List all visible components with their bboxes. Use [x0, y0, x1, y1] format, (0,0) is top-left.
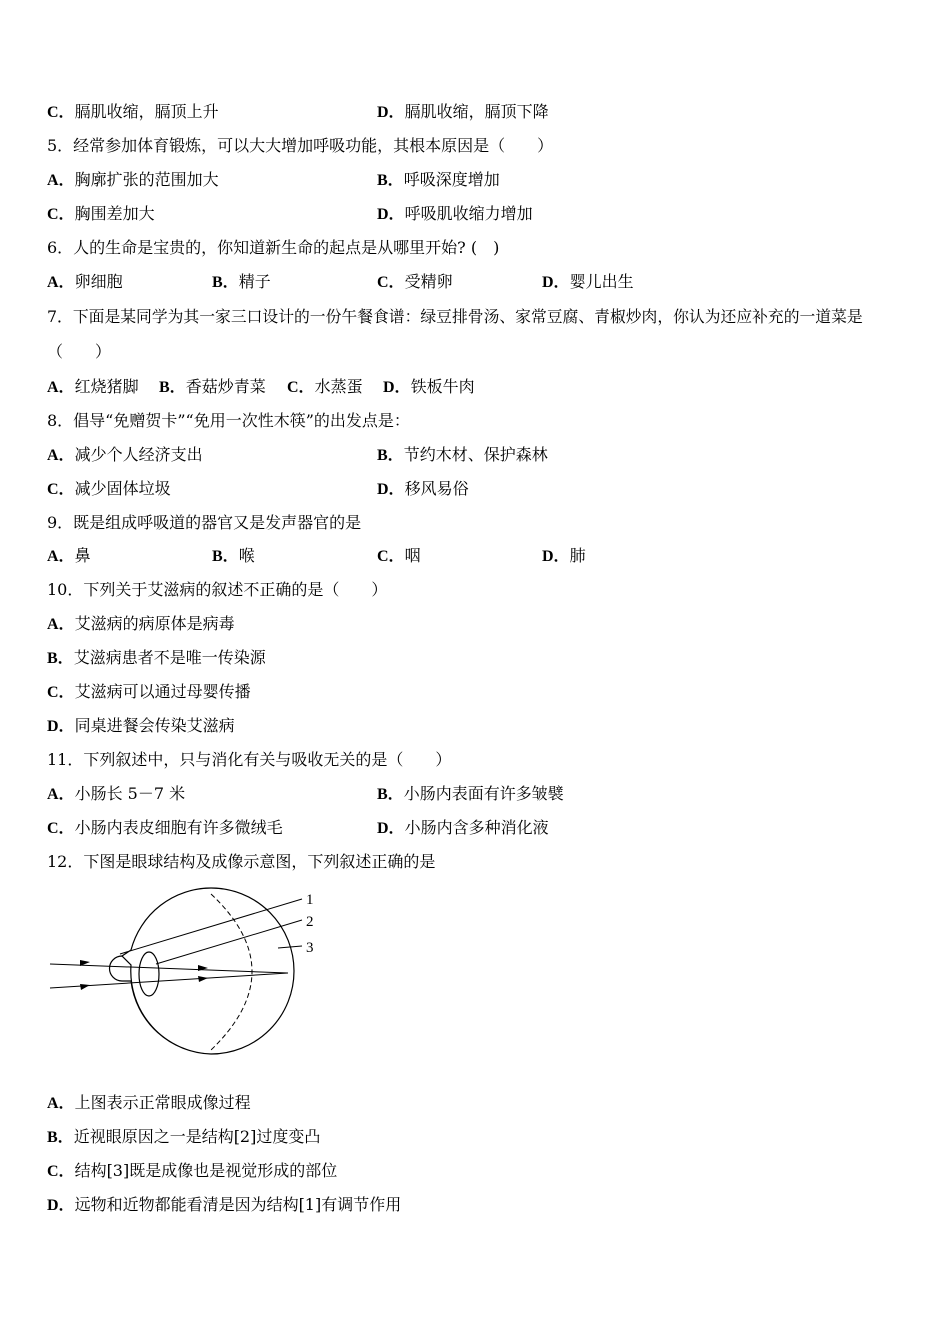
q12-option-c: C．结构[3]既是成像也是视觉形成的部位	[47, 1161, 338, 1180]
q8-option-a: A．减少个人经济支出	[47, 445, 203, 464]
q8-stem: 8．倡导“免赠贺卡”“免用一次性木筷”的出发点是：	[47, 411, 410, 430]
eyeball-top	[131, 888, 211, 950]
q11-option-b: B．小肠内表面有许多皱襞	[377, 784, 564, 803]
q9-option-a: A．鼻	[47, 546, 91, 565]
q9-option-d: D．肺	[542, 546, 586, 565]
q12-option-d: D．远物和近物都能看清是因为结构[1]有调节作用	[47, 1195, 402, 1214]
q5-option-c: C．胸围差加大	[47, 204, 155, 223]
q12-stem: 12．下图是眼球结构及成像示意图，下列叙述正确的是	[47, 852, 436, 871]
q9-stem: 9．既是组成呼吸道的器官又是发声器官的是	[47, 513, 362, 532]
light-ray-top	[50, 964, 288, 973]
q6-option-d: D．婴儿出生	[542, 272, 634, 291]
q5-option-d: D．呼吸肌收缩力增加	[377, 204, 533, 223]
arrow-2	[80, 984, 90, 990]
q10-option-d: D．同桌进餐会传染艾滋病	[47, 716, 235, 735]
pointer-line-1	[120, 899, 302, 954]
q6-option-b: B．精子	[212, 272, 271, 291]
q5-option-b: B．呼吸深度增加	[377, 170, 500, 189]
q8-option-b: B．节约木材、保护森林	[377, 445, 548, 464]
pointer-line-2	[156, 920, 302, 964]
q7-option-d: D．铁板牛肉	[383, 377, 475, 396]
q6-option-a: A．卵细胞	[47, 272, 123, 291]
q12-option-a: A．上图表示正常眼成像过程	[47, 1093, 251, 1112]
q4-option-c: C．膈肌收缩，膈顶上升	[47, 102, 219, 121]
q9-option-b: B．喉	[212, 546, 255, 565]
q10-option-c: C．艾滋病可以通过母婴传播	[47, 682, 251, 701]
q8-option-d: D．移风易俗	[377, 479, 469, 498]
q11-option-a: A．小肠长 5－7 米	[47, 784, 186, 803]
q9-option-c: C．咽	[377, 546, 421, 565]
q11-option-c: C．小肠内表皮细胞有许多微绒毛	[47, 818, 283, 837]
q5-stem: 5．经常参加体育锻炼，可以大大增加呼吸功能，其根本原因是（ ）	[47, 136, 554, 155]
q4-option-d: D．膈肌收缩，膈顶下降	[377, 102, 549, 121]
q10-option-a: A．艾滋病的病原体是病毒	[47, 614, 235, 633]
eye-structure-diagram	[48, 884, 338, 1062]
q11-option-d: D．小肠内含多种消化液	[377, 818, 549, 837]
eyeball-outline	[110, 956, 212, 1054]
q11-stem: 11．下列叙述中，只与消化有关与吸收无关的是（ ）	[47, 750, 452, 769]
diagram-label-3: 3	[306, 940, 314, 956]
q10-stem: 10．下列关于艾滋病的叙述不正确的是（ ）	[47, 580, 388, 599]
q7-stem: 7．下面是某同学为其一家三口设计的一份午餐食谱：绿豆排骨汤、家常豆腐、青椒炒肉，你认为还应补充的一道菜是	[47, 307, 863, 326]
q10-option-b: B．艾滋病患者不是唯一传染源	[47, 648, 266, 667]
diagram-label-2: 2	[306, 914, 314, 930]
arrow-4	[198, 976, 208, 982]
q8-option-c: C．减少固体垃圾	[47, 479, 171, 498]
q12-option-b: B．近视眼原因之一是结构[2]过度变凸	[47, 1127, 321, 1146]
q5-option-a: A．胸廓扩张的范围加大	[47, 170, 219, 189]
retina-dashed	[211, 894, 252, 1050]
diagram-label-1: 1	[306, 892, 314, 908]
q7-option-b: B．香菇炒青菜	[159, 377, 266, 396]
q6-stem: 6．人的生命是宝贵的，你知道新生命的起点是从哪里开始? ( )	[47, 238, 500, 257]
q6-option-c: C．受精卵	[377, 272, 453, 291]
q7-stem-continued: （ ）	[47, 342, 112, 361]
lens	[139, 952, 159, 996]
q7-option-a: A．红烧猪脚	[47, 377, 139, 396]
q7-option-c: C．水蒸蛋	[287, 377, 363, 396]
